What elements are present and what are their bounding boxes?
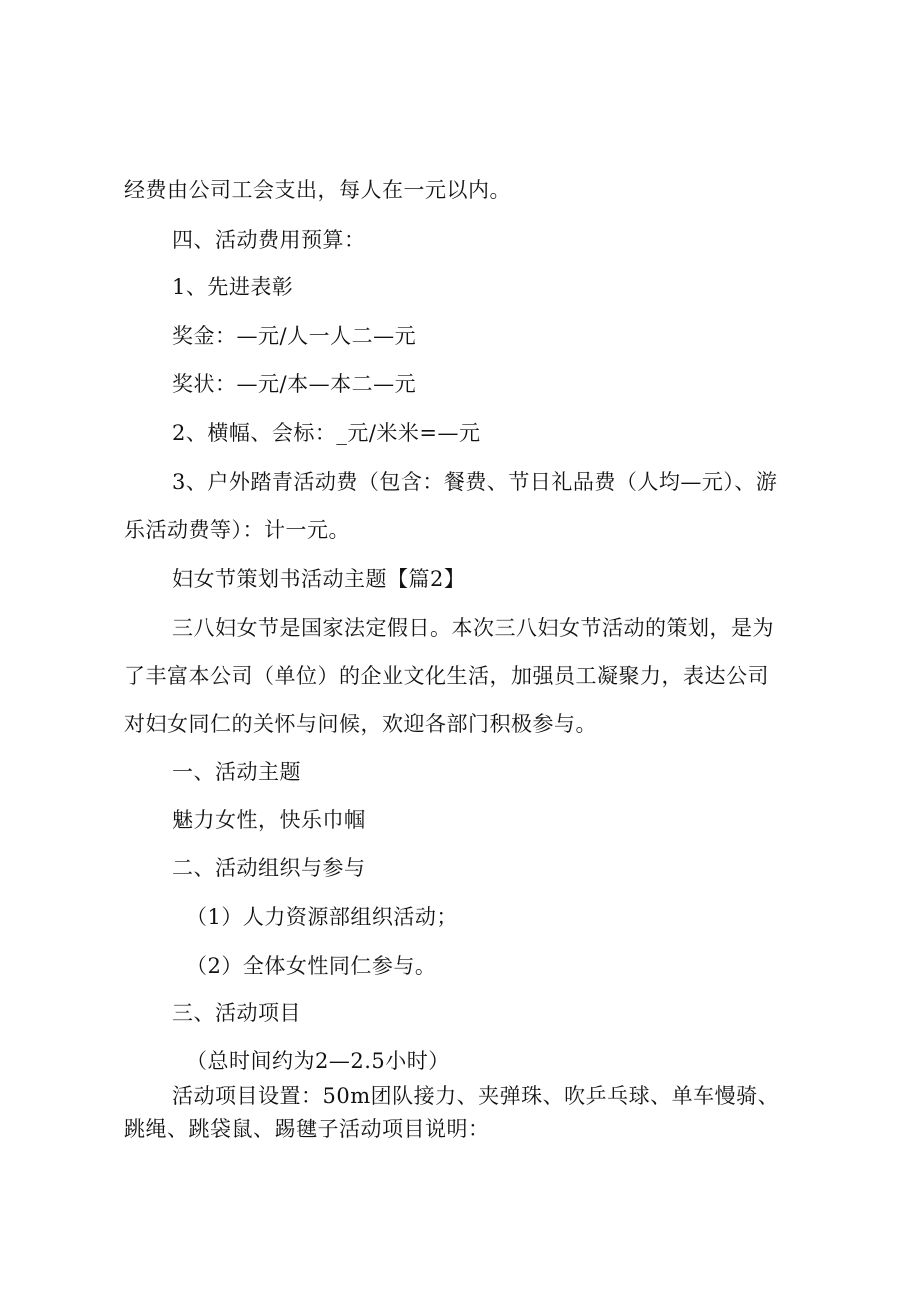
text-line: 1、先进表彰	[172, 275, 294, 299]
text-line: 3、户外踏青活动费（包含：餐费、节日礼品费（人均—元）、游	[172, 470, 778, 494]
text-line: 魅力女性，快乐巾帼	[172, 808, 366, 832]
text-line: 对妇女同仁的关怀与问候，欢迎各部门积极参与。	[124, 712, 597, 736]
text-line: 活动项目设置：50m团队接力、夹弹珠、吹乒乓球、单车慢骑、	[172, 1084, 780, 1108]
text-line: 奖金：—元/人一人二—元	[172, 324, 417, 348]
text-line: （总时间约为2—2.5小时）	[186, 1049, 450, 1073]
section-heading: 二、活动组织与参与	[172, 856, 366, 880]
section-heading: 一、活动主题	[172, 760, 301, 784]
text-line: 了丰富本公司（单位）的企业文化生活，加强员工凝聚力，表达公司	[124, 664, 769, 688]
article-title: 妇女节策划书活动主题【篇2】	[172, 567, 466, 591]
text-line: 经费由公司工会支出，每人在一元以内。	[124, 178, 511, 202]
list-item: （1）人力资源部组织活动；	[186, 905, 458, 929]
text-line: 2、横幅、会标：_元/米米=—元	[172, 421, 481, 445]
text-line: 乐活动费等）：计一元。	[124, 518, 350, 542]
section-heading: 三、活动项目	[172, 1001, 301, 1025]
text-line: 跳绳、跳袋鼠、踢毽子活动项目说明：	[124, 1117, 490, 1141]
text-line: 奖状：—元/本—本二—元	[172, 372, 417, 396]
text-line: 三八妇女节是国家法定假日。本次三八妇女节活动的策划，是为	[172, 616, 774, 640]
list-item: （2）全体女性同仁参与。	[186, 954, 437, 978]
section-heading: 四、活动费用预算：	[172, 228, 366, 252]
